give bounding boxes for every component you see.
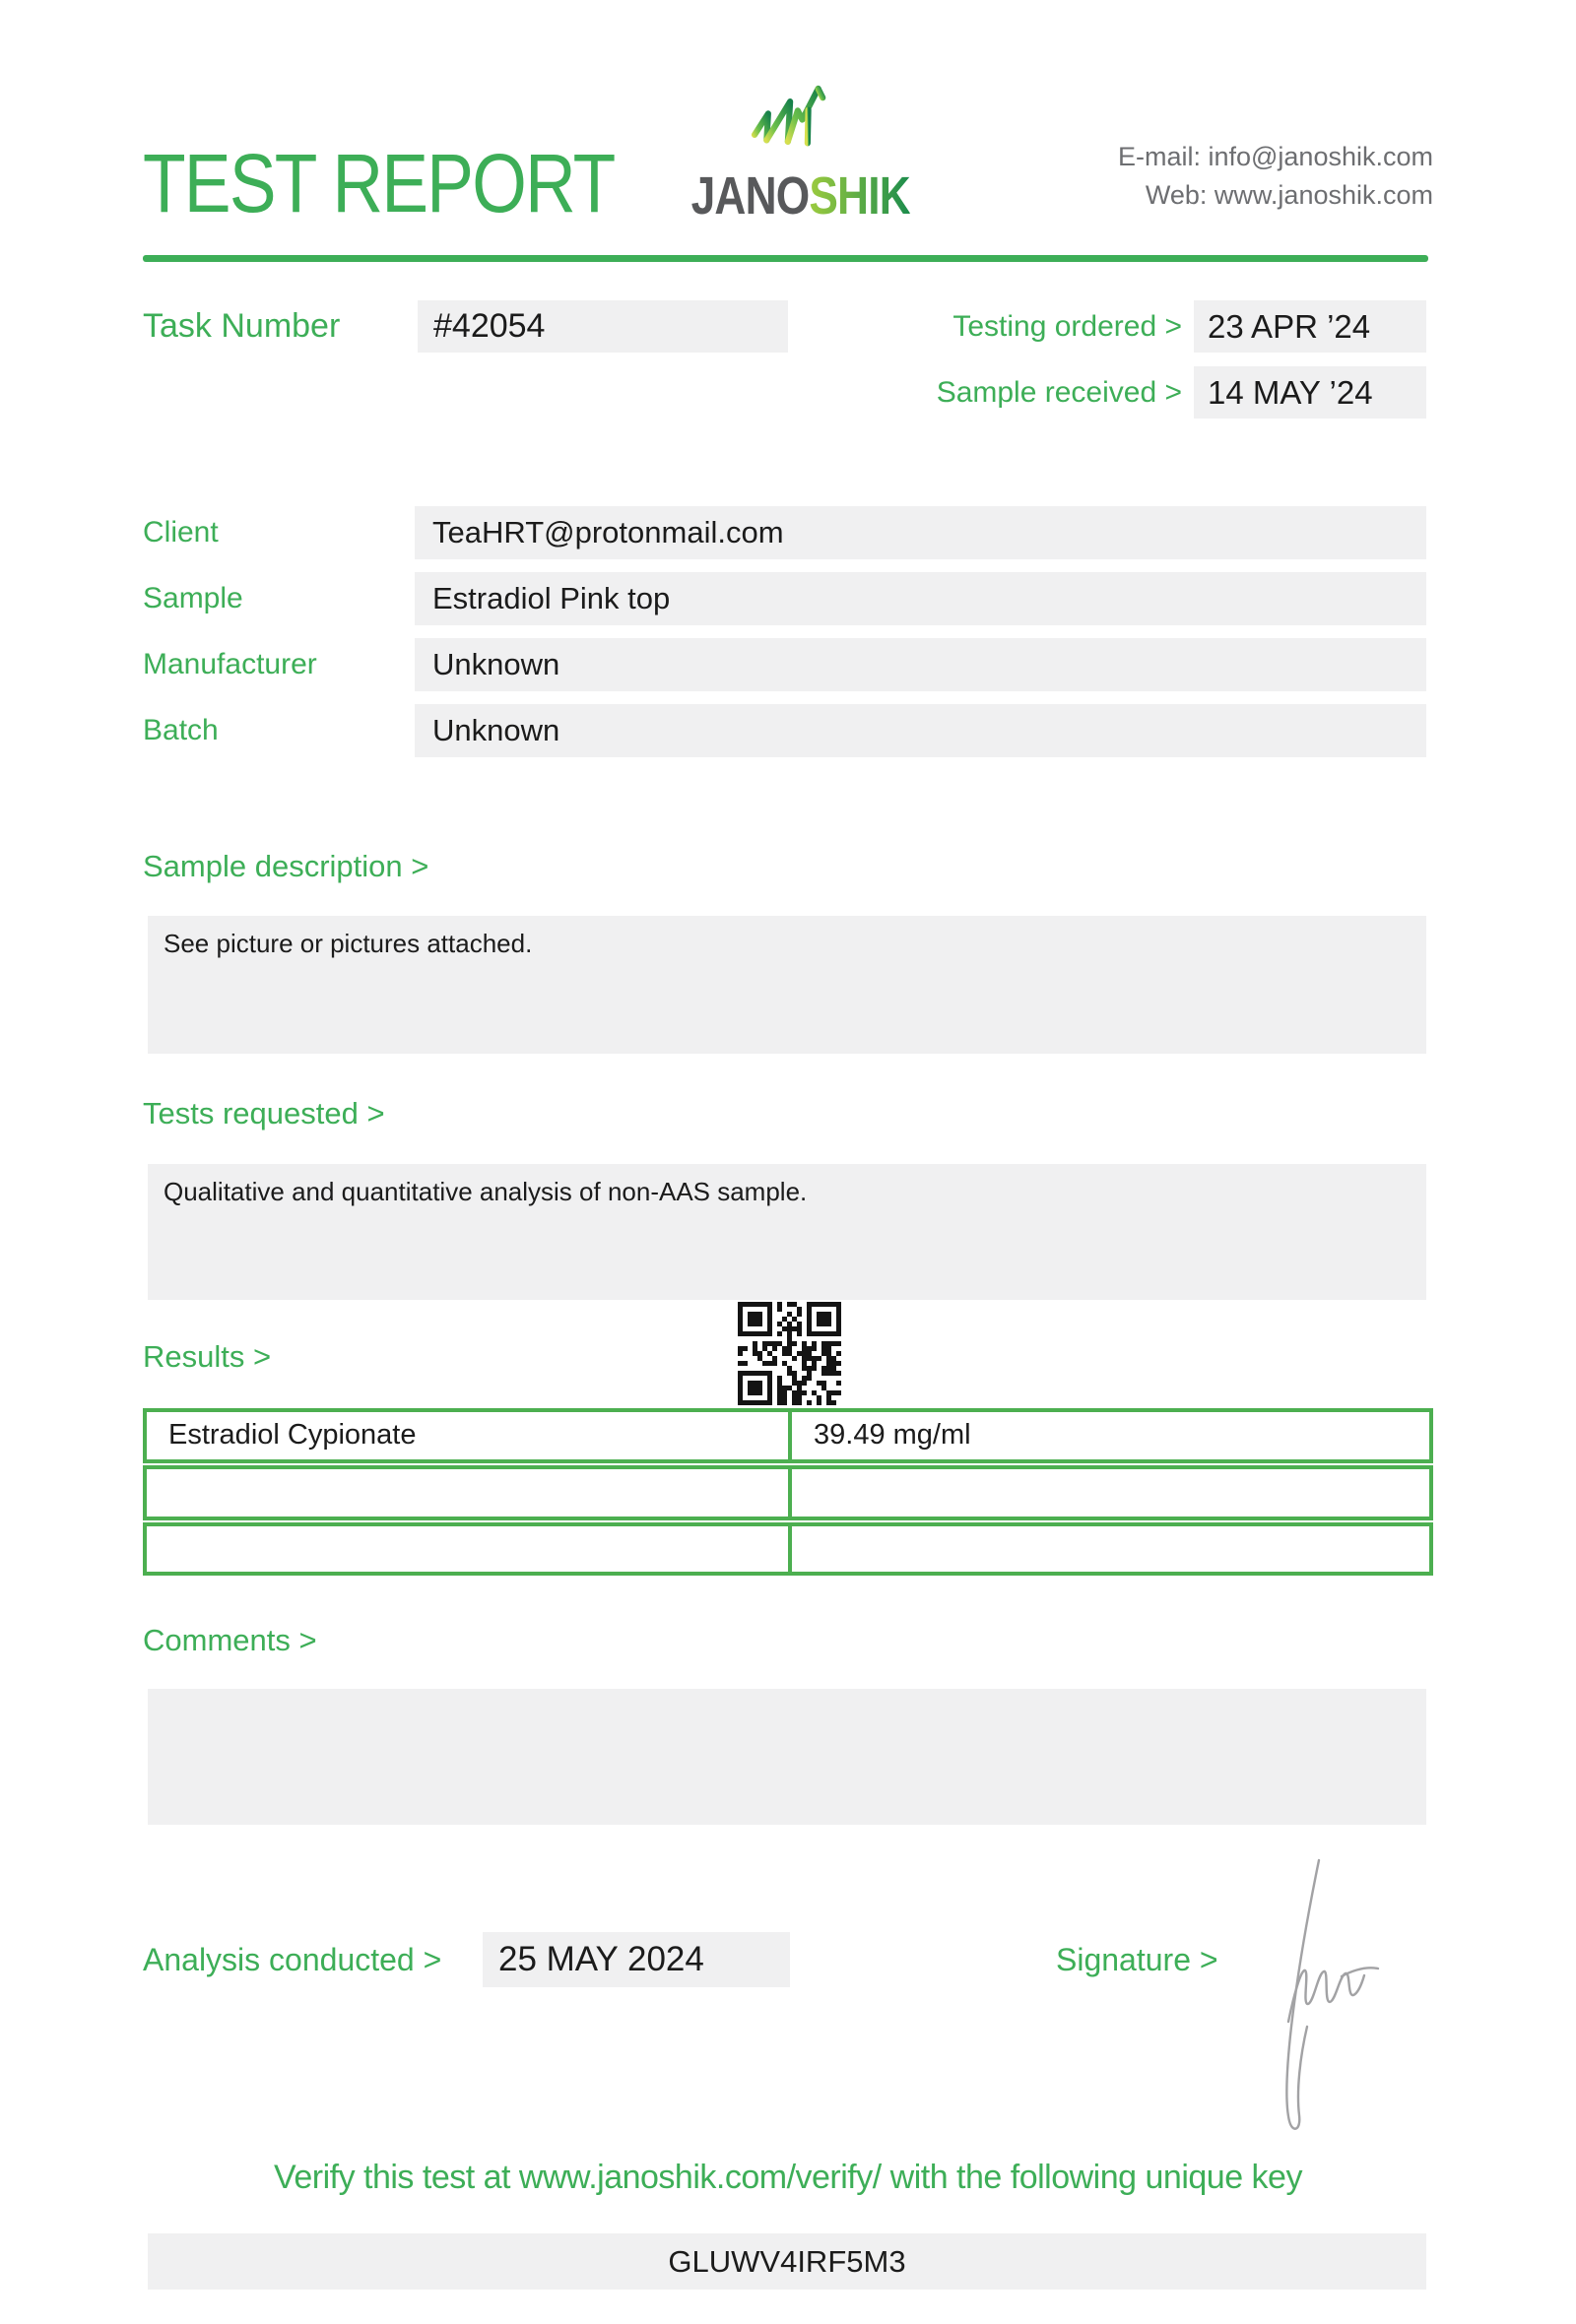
sample-received-value: 14 MAY ’24: [1194, 366, 1426, 419]
amount-cell: [788, 1522, 1433, 1576]
verify-instruction: Verify this test at www.janoshik.com/verify/ with the following unique key: [274, 2159, 1302, 2196]
testing-ordered-label: Testing ordered >: [952, 310, 1182, 343]
result-row: [143, 1522, 1433, 1576]
verify-key: GLUWV4IRF5M3: [148, 2233, 1426, 2290]
batch-value: Unknown: [415, 704, 1426, 757]
substance-cell: Estradiol Cypionate: [143, 1408, 788, 1463]
substance-cell: [143, 1522, 788, 1576]
manufacturer-label: Manufacturer: [143, 648, 317, 680]
client-value: TeaHRT@protonmail.com: [415, 506, 1426, 559]
batch-label: Batch: [143, 714, 219, 746]
brand-name-left: JANO: [690, 166, 810, 226]
contact-block: [1118, 138, 1433, 215]
result-row: [143, 1465, 1433, 1520]
sample-description-heading: Sample description >: [143, 849, 429, 883]
analysis-date-value: 25 MAY 2024: [483, 1932, 790, 1987]
comments-box: [148, 1689, 1426, 1825]
task-number-value: #42054: [418, 300, 788, 353]
sample-value: Estradiol Pink top: [415, 572, 1426, 625]
comments-heading: Comments >: [143, 1623, 317, 1657]
manufacturer-value: Unknown: [415, 638, 1426, 691]
analysis-conducted-label: Analysis conducted >: [143, 1942, 442, 1977]
tests-requested-heading: Tests requested >: [143, 1096, 385, 1130]
result-row: [143, 1408, 1433, 1463]
brand-name: [690, 165, 910, 226]
brand-name-right: SHIK: [809, 166, 910, 226]
testing-ordered-value: 23 APR ’24: [1194, 300, 1426, 353]
contact-email: E-mail: info@janoshik.com: [1117, 142, 1433, 171]
amount-cell: [788, 1465, 1433, 1520]
trend-chart-icon: [735, 73, 833, 163]
page-title: TEST REPORT: [143, 137, 615, 229]
task-number-label: Task Number: [143, 307, 341, 345]
qr-code-icon: [738, 1302, 841, 1405]
header-divider: [143, 255, 1428, 262]
sample-description-box: See picture or pictures attached.: [148, 916, 1426, 1054]
handwritten-signature-icon: [1261, 1849, 1409, 2140]
tests-requested-box: Qualitative and quantitative analysis of non-AAS sample.: [148, 1164, 1426, 1300]
sample-received-label: Sample received >: [936, 376, 1182, 409]
signature-label: Signature >: [1056, 1942, 1218, 1977]
sample-label: Sample: [143, 582, 243, 614]
contact-web: Web: www.janoshik.com: [1145, 180, 1433, 210]
results-heading: Results >: [143, 1339, 272, 1374]
amount-cell: 39.49 mg/ml: [788, 1408, 1433, 1463]
substance-cell: [143, 1465, 788, 1520]
client-label: Client: [143, 516, 219, 549]
